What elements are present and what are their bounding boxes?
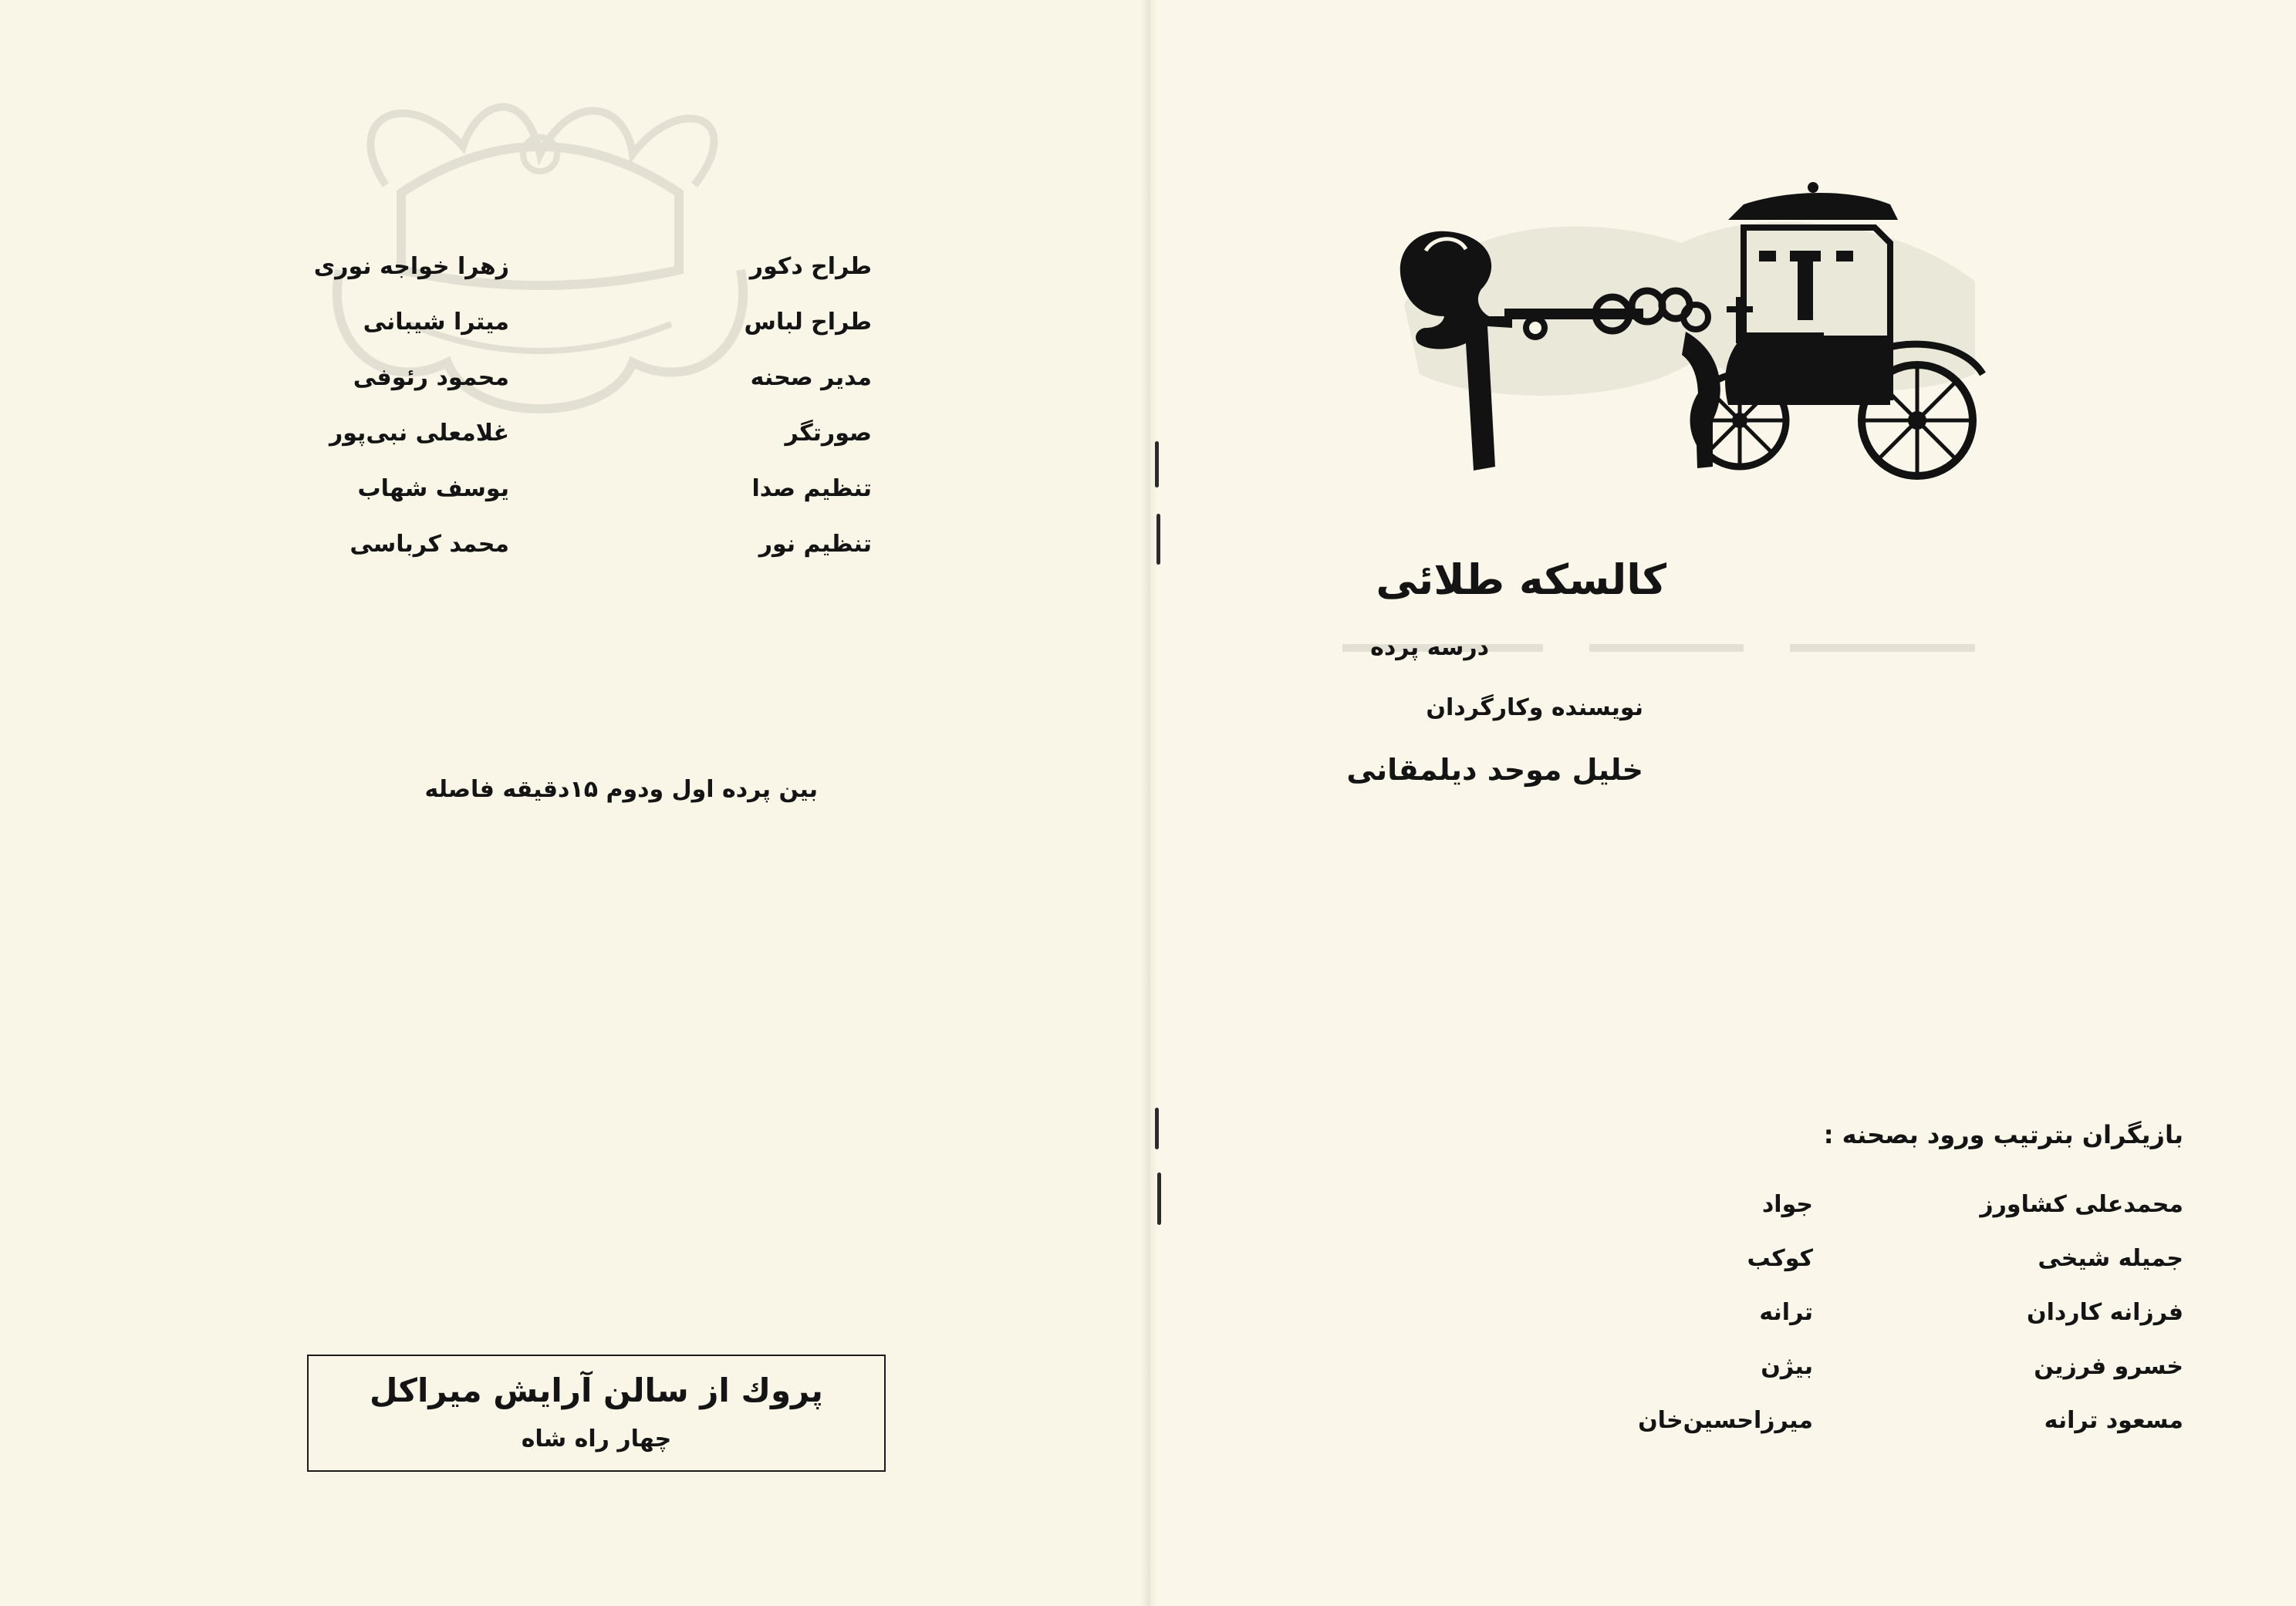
cast-actor: مسعود ترانه [2044, 1407, 2183, 1434]
cast-heading: بازیگران بترتیب ورود بصحنه : [1823, 1120, 2183, 1149]
play-title: کالسکه طلائی [1376, 555, 1666, 604]
cast-role: جواد [1761, 1191, 1813, 1218]
author-name: خلیل موحد دیلمقانی [1346, 753, 1643, 787]
credit-name: غلامعلی نبی‌پور [329, 420, 509, 447]
binding-stitch [1155, 1108, 1159, 1149]
acts-count: درسه پرده [1370, 634, 1489, 661]
cast-role: میرزاحسین‌خان [1638, 1407, 1813, 1434]
credit-role: صورتگر [785, 420, 872, 447]
cast-actor: محمدعلی کشاورز [1980, 1191, 2183, 1218]
sponsor-ad-address: چهار راه شاه [521, 1425, 672, 1452]
credit-name: یوسف شهاب [357, 475, 509, 502]
cast-role: کوکب [1747, 1245, 1813, 1272]
cast-role: ترانه [1759, 1299, 1813, 1326]
credit-name: میترا شیبانی [363, 309, 509, 336]
credit-name: محمود رئوفی [353, 364, 509, 391]
intermission-note: بین پرده اول ودوم ۱۵دقیقه فاصله [424, 776, 818, 803]
cast-actor: فرزانه کاردان [2026, 1299, 2183, 1326]
credit-name: محمد کرباسی [349, 531, 509, 558]
credit-role: تنظیم صدا [751, 475, 872, 502]
credit-role: طراح دکور [749, 253, 872, 280]
page-fold [1140, 0, 1157, 1606]
cast-actor: خسرو فرزین [2034, 1353, 2183, 1380]
sponsor-ad-title: پروك از سالن آرایش میراکل [370, 1372, 823, 1409]
binding-stitch [1156, 514, 1160, 565]
cast-role: بیژن [1761, 1353, 1813, 1380]
credit-role: مدیر صحنه [750, 364, 872, 391]
binding-stitch [1157, 1172, 1161, 1225]
credit-role: تنظیم نور [758, 531, 872, 558]
credit-role: طراح لباس [744, 309, 872, 336]
carriage-illustration [1358, 174, 2006, 498]
credits-list [293, 245, 872, 569]
binding-stitch [1155, 441, 1159, 488]
author-role-label: نویسنده وکارگردان [1426, 694, 1643, 721]
credit-name: زهرا خواجه نوری [313, 253, 509, 280]
cast-actor: جمیله شیخی [2038, 1245, 2183, 1272]
sponsor-ad-box [307, 1355, 886, 1472]
